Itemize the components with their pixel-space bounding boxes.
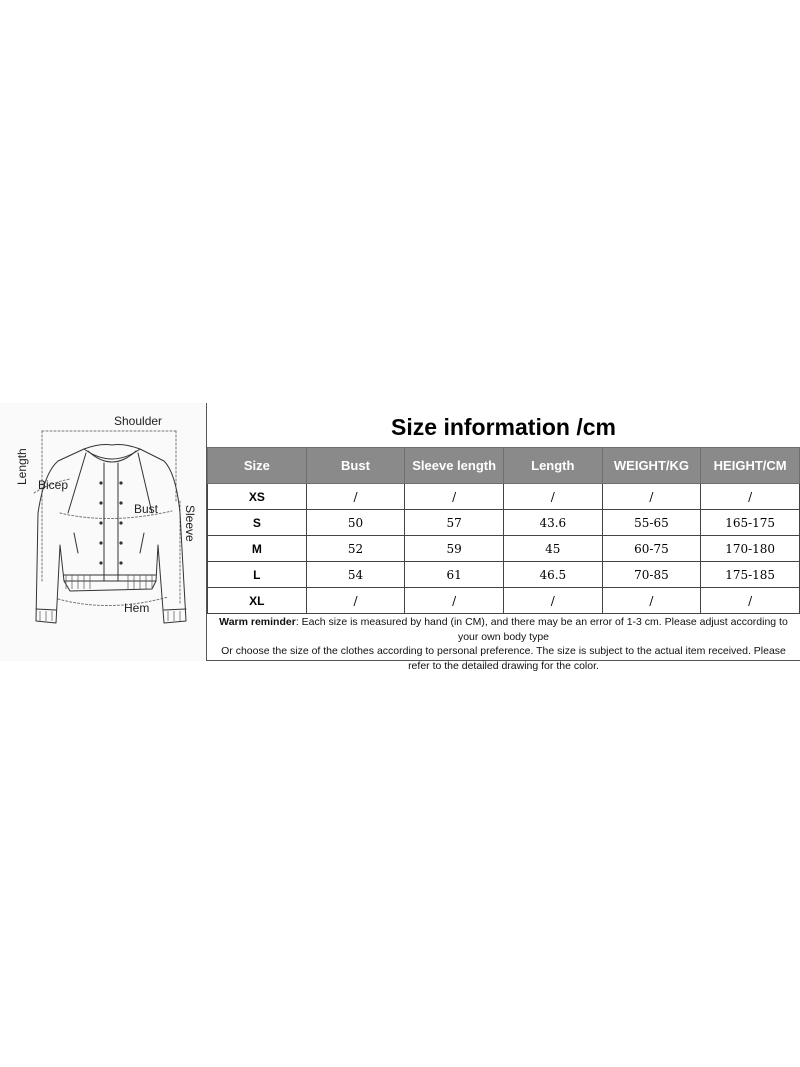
header-bust: Bust <box>306 448 405 484</box>
cell-bust: / <box>306 588 405 614</box>
cell-height: 175-185 <box>701 562 800 588</box>
preference-note: Or choose the size of the clothes according to personal preference. The size is subject to the actual item received. Please refer to the detailed drawing for the color. <box>221 645 786 672</box>
cell-weight: 60-75 <box>602 536 701 562</box>
cell-length: / <box>503 588 602 614</box>
cell-weight: 70-85 <box>602 562 701 588</box>
cell-size: S <box>208 510 307 536</box>
cell-height: 170-180 <box>701 536 800 562</box>
cell-weight: / <box>602 588 701 614</box>
cell-weight: / <box>602 484 701 510</box>
bust-label: Bust <box>134 502 159 516</box>
cell-height: / <box>701 484 800 510</box>
cell-length: 46.5 <box>503 562 602 588</box>
cell-sleeve-length: / <box>405 588 504 614</box>
header-height: HEIGHT/CM <box>701 448 800 484</box>
length-label: Length <box>15 448 29 485</box>
garment-diagram <box>0 403 205 661</box>
size-chart-figure <box>0 403 800 672</box>
size-notes <box>207 615 800 673</box>
table-header-row <box>208 448 800 484</box>
cell-size: XL <box>208 588 307 614</box>
cell-bust: 50 <box>306 510 405 536</box>
table-row <box>208 562 800 588</box>
cell-bust: / <box>306 484 405 510</box>
cell-height: / <box>701 588 800 614</box>
size-table <box>207 447 800 614</box>
table-title: Size information /cm <box>391 414 616 440</box>
cell-bust: 52 <box>306 536 405 562</box>
table-row <box>208 484 800 510</box>
cell-length: / <box>503 484 602 510</box>
sleeve-label: Sleeve <box>183 505 197 542</box>
cell-size: XS <box>208 484 307 510</box>
cell-bust: 54 <box>306 562 405 588</box>
hem-label: Hem <box>124 601 150 615</box>
shoulder-label: Shoulder <box>114 414 163 428</box>
cell-height: 165-175 <box>701 510 800 536</box>
bicep-label: Bicep <box>38 478 69 492</box>
header-sleeve-length: Sleeve length <box>405 448 504 484</box>
cardigan-sketch <box>0 403 205 661</box>
cell-sleeve-length: 59 <box>405 536 504 562</box>
cell-sleeve-length: 61 <box>405 562 504 588</box>
warm-reminder-text: : Each size is measured by hand (in CM), and there may be an error of 1-3 cm. Please adjust according to your own body type <box>295 616 788 643</box>
warm-reminder-label: Warm reminder <box>219 616 296 628</box>
cell-weight: 55-65 <box>602 510 701 536</box>
cell-length: 45 <box>503 536 602 562</box>
header-size: Size <box>208 448 307 484</box>
cell-sleeve-length: 57 <box>405 510 504 536</box>
table-row <box>208 588 800 614</box>
cell-size: M <box>208 536 307 562</box>
warm-reminder <box>209 615 798 644</box>
header-length: Length <box>503 448 602 484</box>
header-weight: WEIGHT/KG <box>602 448 701 484</box>
cell-sleeve-length: / <box>405 484 504 510</box>
table-row <box>208 536 800 562</box>
cell-size: L <box>208 562 307 588</box>
size-table-panel <box>206 403 800 672</box>
table-row <box>208 510 800 536</box>
cell-length: 43.6 <box>503 510 602 536</box>
